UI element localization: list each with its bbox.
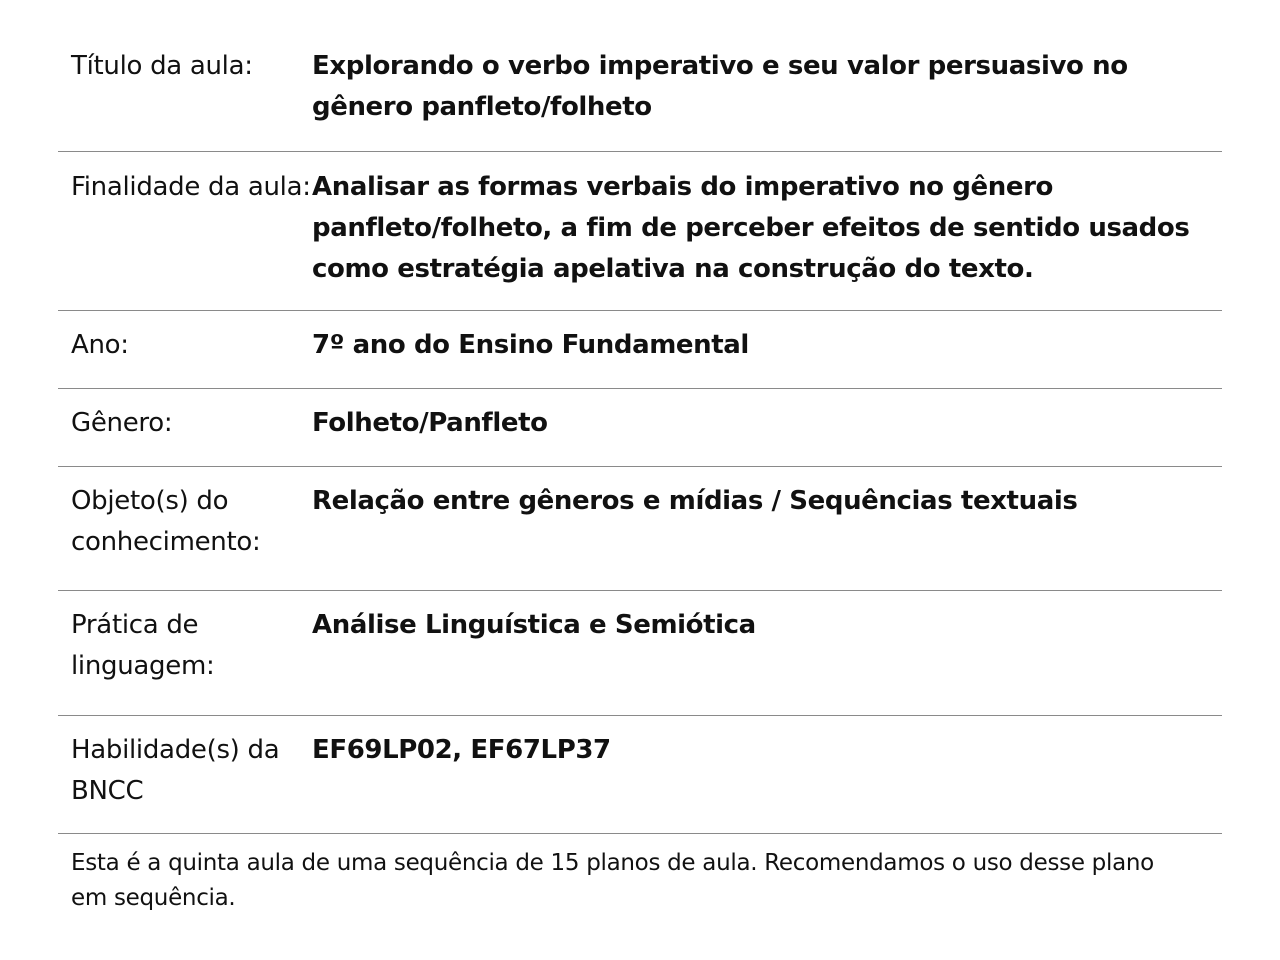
lesson-goal-label: Finalidade da aula: <box>71 172 311 202</box>
row-bncc-skills <box>58 716 1222 834</box>
language-practice-label: Prática de linguagem: <box>71 610 215 681</box>
row-knowledge-objects <box>58 467 1222 591</box>
lesson-plan-table <box>58 28 1222 916</box>
grade-label: Ano: <box>71 330 129 360</box>
language-practice-value: Análise Linguística e Semiótica <box>312 610 756 640</box>
row-lesson-goal <box>58 152 1222 311</box>
bncc-skills-label: Habilidade(s) da BNCC <box>71 735 280 806</box>
bncc-skills-value: EF69LP02, EF67LP37 <box>312 735 611 765</box>
genre-label: Gênero: <box>71 408 173 438</box>
knowledge-objects-value: Relação entre gêneros e mídias / Sequências textuais <box>312 486 1078 516</box>
row-language-practice <box>58 591 1222 716</box>
row-genre <box>58 389 1222 467</box>
lesson-goal-value: Analisar as formas verbais do imperativo no gênero panfleto/folheto, a fim de perceber efeitos de sentido usados como estratégia apelativa na construção do texto. <box>312 172 1190 284</box>
knowledge-objects-label: Objeto(s) do conhecimento: <box>71 486 261 557</box>
genre-value: Folheto/Panfleto <box>312 408 548 438</box>
grade-value: 7º ano do Ensino Fundamental <box>312 330 749 360</box>
row-lesson-title <box>58 28 1222 152</box>
lesson-title-value: Explorando o verbo imperativo e seu valor persuasivo no gênero panfleto/folheto <box>312 51 1128 122</box>
lesson-title-label: Título da aula: <box>71 51 253 81</box>
sequence-note: Esta é a quinta aula de uma sequência de 15 planos de aula. Recomendamos o uso desse plano em sequência. <box>71 850 1154 911</box>
row-grade <box>58 311 1222 389</box>
